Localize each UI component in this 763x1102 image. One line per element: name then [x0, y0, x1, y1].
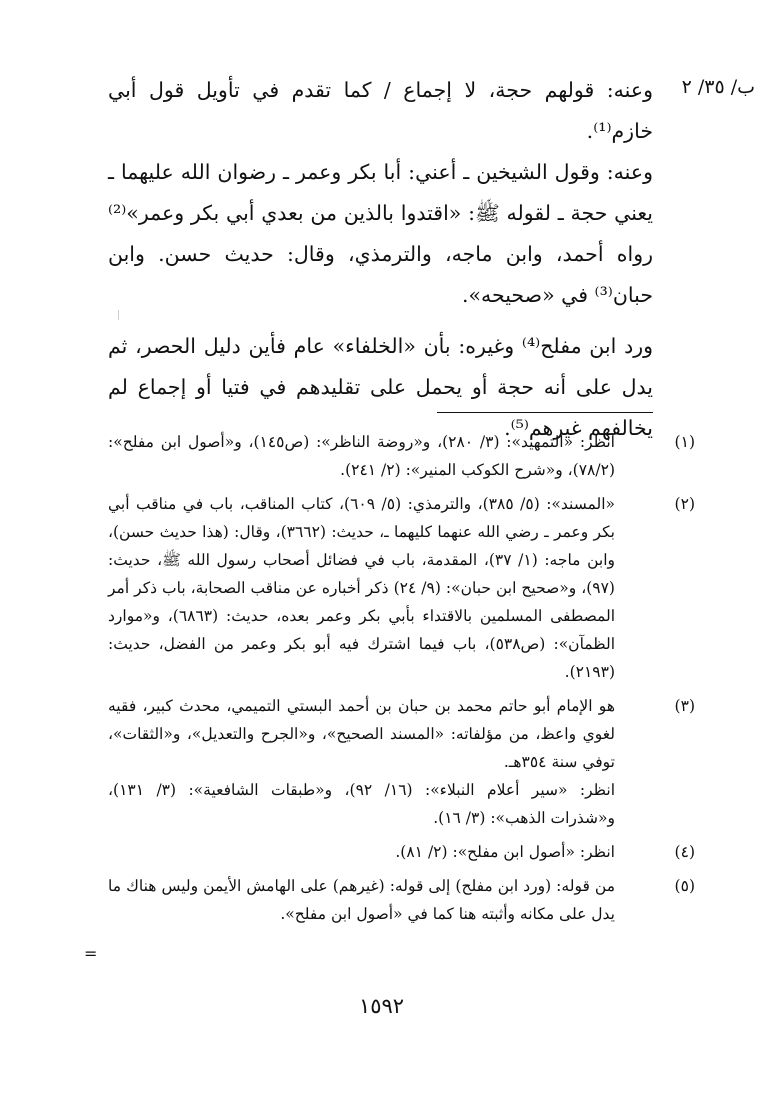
footnote-5 — [108, 872, 695, 928]
footnote-text: من قوله: (ورد ابن مفلح) إلى قوله: (غيرهم) على الهامش الأيمن وليس هناك ما يدل على مكانه وأثبته هنا كما في «أصول ابن مفلح». — [108, 877, 615, 923]
footnote-text: انظر: «سير أعلام النبلاء»: (١٦/ ٩٢)، و«طبقات الشافعية»: (٣/ ١٣١)، و«شذرات الذهب»: (٣/ ١٦). — [108, 781, 615, 827]
paragraph-3: ورد ابن مفلح⁽⁴⁾ وغيره: بأن «الخلفاء» عام فأين دليل الحصر، ثم يدل على أنه حجة أو يحمل على تقليدهم في فتيا أو إجماع لم يخالفهم غيرهم⁽⁵⁾. — [108, 334, 653, 440]
footnote-3 — [108, 692, 695, 832]
footnote-number: (١) — [674, 433, 695, 451]
footnote-number: (٣) — [674, 697, 695, 715]
footnote-number: (٢) — [674, 495, 695, 513]
page-number: ١٥٩٢ — [358, 994, 405, 1018]
footnote-text: انظر: «أصول ابن مفلح»: (٢/ ٨١). — [395, 843, 615, 861]
manuscript-folio-reference: ب/ ٣٥/ ٢ — [681, 76, 755, 98]
footnote-2 — [108, 490, 695, 686]
footnote-1 — [108, 428, 695, 484]
paragraph-2: وعنه: وقول الشيخين ـ أعني: أبا بكر وعمر ـ رضوان الله عليهما ـ يعني حجة ـ لقوله ﷺ: «اقتدوا بالذين من بعدي أبي بكر وعمر»⁽²⁾ رواه أحمد، وابن ماجه، والترمذي، وقال: حديث حسن. وابن حبان⁽³⁾ في «صحيحه». — [108, 160, 653, 307]
footnote-number: (٥) — [674, 877, 695, 895]
footnote-text: «المسند»: (٥/ ٣٨٥)، والترمذي: (٥/ ٦٠٩)، كتاب المناقب، باب في مناقب أبي بكر وعمر ـ رضي الله عنهما كليهما ـ، حديث: (٣٦٦٢)، وقال: (هذا حديث حسن)، وابن ماجه: (١/ ٣٧)، المقدمة، باب في فضائل أصحاب رسول الله ﷺ، حديث: (٩٧)، و«صحيح ابن حبان»: (٩/ ٢٤) ذكر أخباره عن مناقب الصحابة، باب ذكر أمر المصطفى المسلمين بالاقتداء بأبي بكر وعمر بعده، حديث: (٦٨٦٣)، و«موارد الظمآن»: (ص٥٣٨)، باب فيما اشترك فيه أبو بكر وعمر من الفضل، حديث: (٢١٩٣). — [108, 495, 616, 681]
paragraph-1: وعنه: قولهم حجة، لا إجماع / كما تقدم في تأويل قول أبي خازم⁽¹⁾. — [108, 78, 653, 143]
footnotes — [108, 428, 695, 934]
footnote-4 — [108, 838, 695, 866]
footnote-text: انظر: «التمهيد»: (٣/ ٢٨٠)، و«روضة الناظر»: (ص١٤٥)، و«أصول ابن مفلح»: (٧٨/٢)، و«شرح الكوكب المنير»: (٢/ ٢٤١). — [108, 433, 615, 479]
margin-mark — [118, 310, 119, 320]
footnote-separator — [437, 412, 653, 413]
footnote-number: (٤) — [674, 843, 695, 861]
footnote-text: هو الإمام أبو حاتم محمد بن حبان بن أحمد البستي التميمي، محدث كبير، فقيه لغوي واعظ، من مؤلفاته: «المسند الصحيح»، و«الجرح والتعديل»، و«الثقات»، توفي سنة ٣٥٤هـ. — [108, 697, 615, 771]
main-text — [108, 70, 653, 449]
continuation-mark: = — [84, 944, 98, 963]
